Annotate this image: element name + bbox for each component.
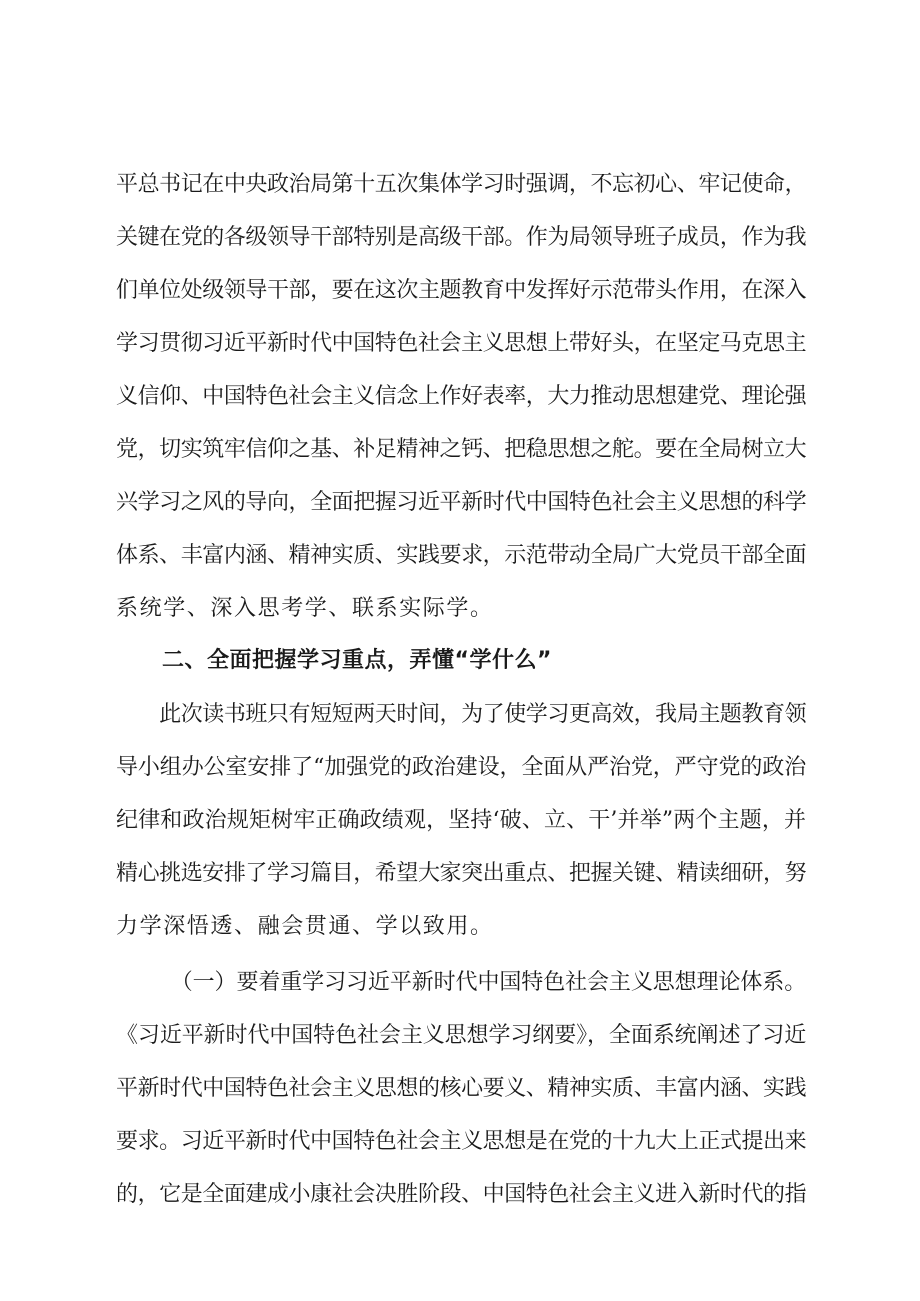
paragraph-line: 《习近平新时代中国特色社会主义思想学习纲要》，全面系统阐述了习近 [116, 1023, 806, 1048]
paragraph-line: 学习贯彻习近平新时代中国特色社会主义思想上带好头，在坚定马克思主 [116, 331, 806, 356]
paragraph-line: （一）要着重学习习近平新时代中国特色社会主义思想理论体系。 [116, 970, 806, 995]
paragraph-line: 此次读书班只有短短两天时间，为了使学习更高效，我局主题教育领 [116, 702, 806, 727]
paragraph-line: 纪律和政治规矩树牢正确政绩观，坚持‘破、立、干’并举”两个主题，并 [116, 808, 806, 833]
paragraph-line: 兴学习之风的导向，全面把握习近平新时代中国特色社会主义思想的科学 [116, 490, 806, 515]
paragraph-line: 们单位处级领导干部，要在这次主题教育中发挥好示范带头作用，在深入 [116, 278, 806, 303]
paragraph-line: 精心挑选安排了学习篇目，希望大家突出重点、把握关键、精读细研，努 [116, 861, 806, 886]
section-heading: 二、全面把握学习重点，弄懂“学什么” [162, 648, 552, 673]
paragraph-line: 力学深悟透、融会贯通、学以致用。 [116, 914, 494, 939]
paragraph-line: 党，切实筑牢信仰之基、补足精神之钙、把稳思想之舵。要在全局树立大 [116, 437, 806, 462]
paragraph-line: 体系、丰富内涵、精神实质、实践要求，示范带动全局广大党员干部全面 [116, 543, 806, 568]
paragraph-line: 关键在党的各级领导干部特别是高级干部。作为局领导班子成员，作为我 [116, 225, 806, 250]
paragraph-line: 要求。习近平新时代中国特色社会主义思想是在党的十九大上正式提出来 [116, 1129, 806, 1154]
paragraph-line: 系统学、深入思考学、联系实际学。 [116, 596, 494, 621]
paragraph-line: 导小组办公室安排了“加强党的政治建设，全面从严治党，严守党的政治 [116, 755, 806, 780]
paragraph-line: 平新时代中国特色社会主义思想的核心要义、精神实质、丰富内涵、实践 [116, 1076, 806, 1101]
paragraph-line: 的，它是全面建成小康社会决胜阶段、中国特色社会主义进入新时代的指 [116, 1182, 806, 1207]
paragraph-line: 平总书记在中央政治局第十五次集体学习时强调，不忘初心、牢记使命， [116, 172, 806, 197]
paragraph-line: 义信仰、中国特色社会主义信念上作好表率，大力推动思想建党、理论强 [116, 384, 806, 409]
